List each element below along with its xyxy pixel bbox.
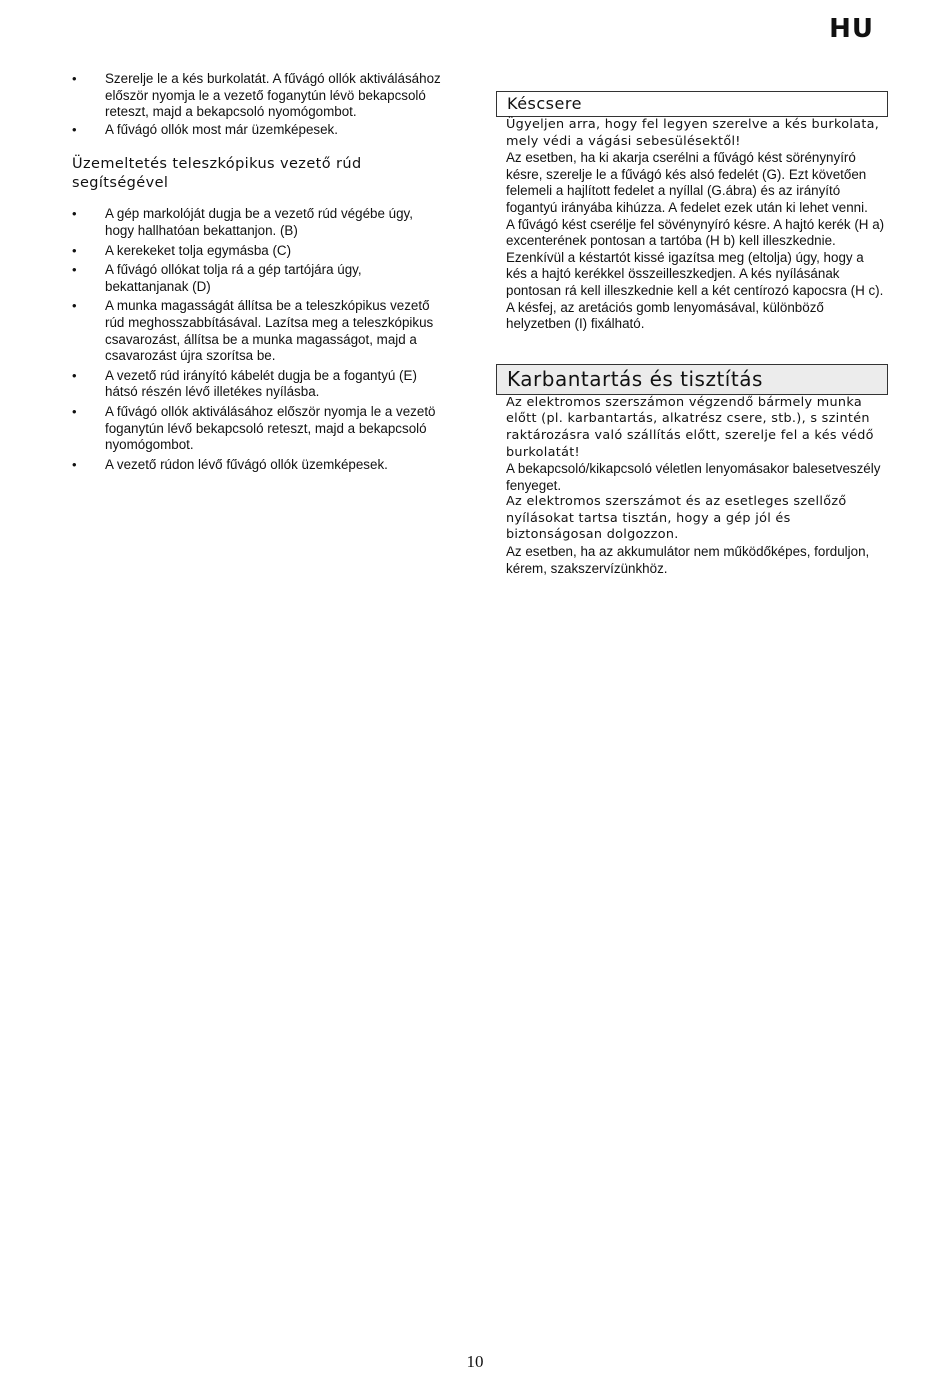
section-heading-blade-change: Késcsere [496, 91, 888, 117]
page-number: 10 [466, 1352, 484, 1371]
left-column [72, 71, 444, 476]
maintenance-body [496, 395, 888, 578]
paragraph: Az esetben, ha az akkumulátor nem működőképes, forduljon, kérem, szakszervízünkhöz. [506, 544, 870, 576]
list-item: • A kerekeket tolja egymásba (C) [72, 243, 444, 260]
list-item: • A gép markolóját dugja be a vezető rúd végébe úgy, hogy hallhatóan bekattanjon. (B) [72, 206, 444, 239]
list-item: • A fűvágó ollókat tolja rá a gép tartójára úgy, bekattanjanak (D) [72, 262, 444, 295]
paragraph: Az elektromos szerszámot és az esetleges szellőző nyílásokat tartsa tisztán, hogy a gép jól és biztonságosan dolgozzon. [506, 494, 847, 543]
list-item: • A fűvágó ollók aktiválásához először nyomja le a vezetö foganytún lévő bekapcsoló reteszt, majd a bekapcsoló nyomógombot. [72, 404, 444, 454]
paragraph: Az elektromos szerszámon végzendő bármely munka előtt (pl. karbantartás, alkatrész csere, stb.), s szintén raktározásra való szállítás előtt, szerelje fel a kés védő burkolatát! [506, 394, 874, 460]
list-item: • Szerelje le a kés burkolatát. A fűvágó ollók aktiválásához először nyomja le a vezető foganytún lévö bekapcsoló reteszt, majd a bekapcsoló nyomógombot. [72, 71, 444, 121]
right-column [496, 91, 888, 577]
blade-change-body [496, 117, 888, 333]
list-item: • A fűvágó ollók most már üzemképesek. [72, 122, 444, 139]
setup-list [72, 71, 444, 138]
list-item: • A vezető rúd irányító kábelét dugja be a fogantyú (E) hátsó részén lévő illetékes nyílásba. [72, 368, 444, 401]
list-item: • A vezető rúdon lévő fűvágó ollók üzemképesek. [72, 457, 444, 474]
telescopic-steps-list [72, 206, 444, 473]
section-subheading: Üzemeltetés teleszkópikus vezető rúd segítségével [72, 156, 362, 192]
paragraph: A bekapcsoló/kikapcsoló véletlen lenyomásakor balesetveszély fenyeget. [506, 461, 881, 493]
section-heading-maintenance: Karbantartás és tisztítás [496, 364, 888, 395]
paragraph: A késfej, az aretációs gomb lenyomásával, különböző helyzetben (I) fixálható. [506, 299, 824, 332]
paragraph: Ügyeljen arra, hogy fel legyen szerelve a kés burkolata, mely védi a vágási sebesülésektől! [506, 117, 880, 149]
paragraph: Az esetben, ha ki akarja cserélni a fűvágó kést sörénynyíró késre, szerelje le a fűvágó kés alsó fedelét (G). Ezt követően felemeli a hajlított fedelet a nyíllal (G.ábra) és az irányító fogantyú irányába kihúzza. A fedelet ezek után ki lehet venni. [506, 150, 868, 215]
list-item: • A munka magasságát állítsa be a teleszkópikus vezető rúd meghosszabbításával. Lazítsa meg a teleszkópikus csavarozást, állítsa be a munka magasságot, majd a csavarozást újra szorítsa be. [72, 298, 444, 364]
language-code: HU [829, 14, 874, 44]
paragraph: A fűvágó kést cserélje fel sövénynyíró késre. A hajtó kerék (H a) excenterének pontosan a tartóba (H b) kell illeszkednie. Ezenkívül a késtartót kissé igazítsa meg (eltolja) úgy, hogy a kés a hajtó kerékkel összeilleszkedjen. A kés nyílásának pontosan rá kell illeszkednie kell a két centírozó kapocsra (H c). [506, 216, 885, 298]
